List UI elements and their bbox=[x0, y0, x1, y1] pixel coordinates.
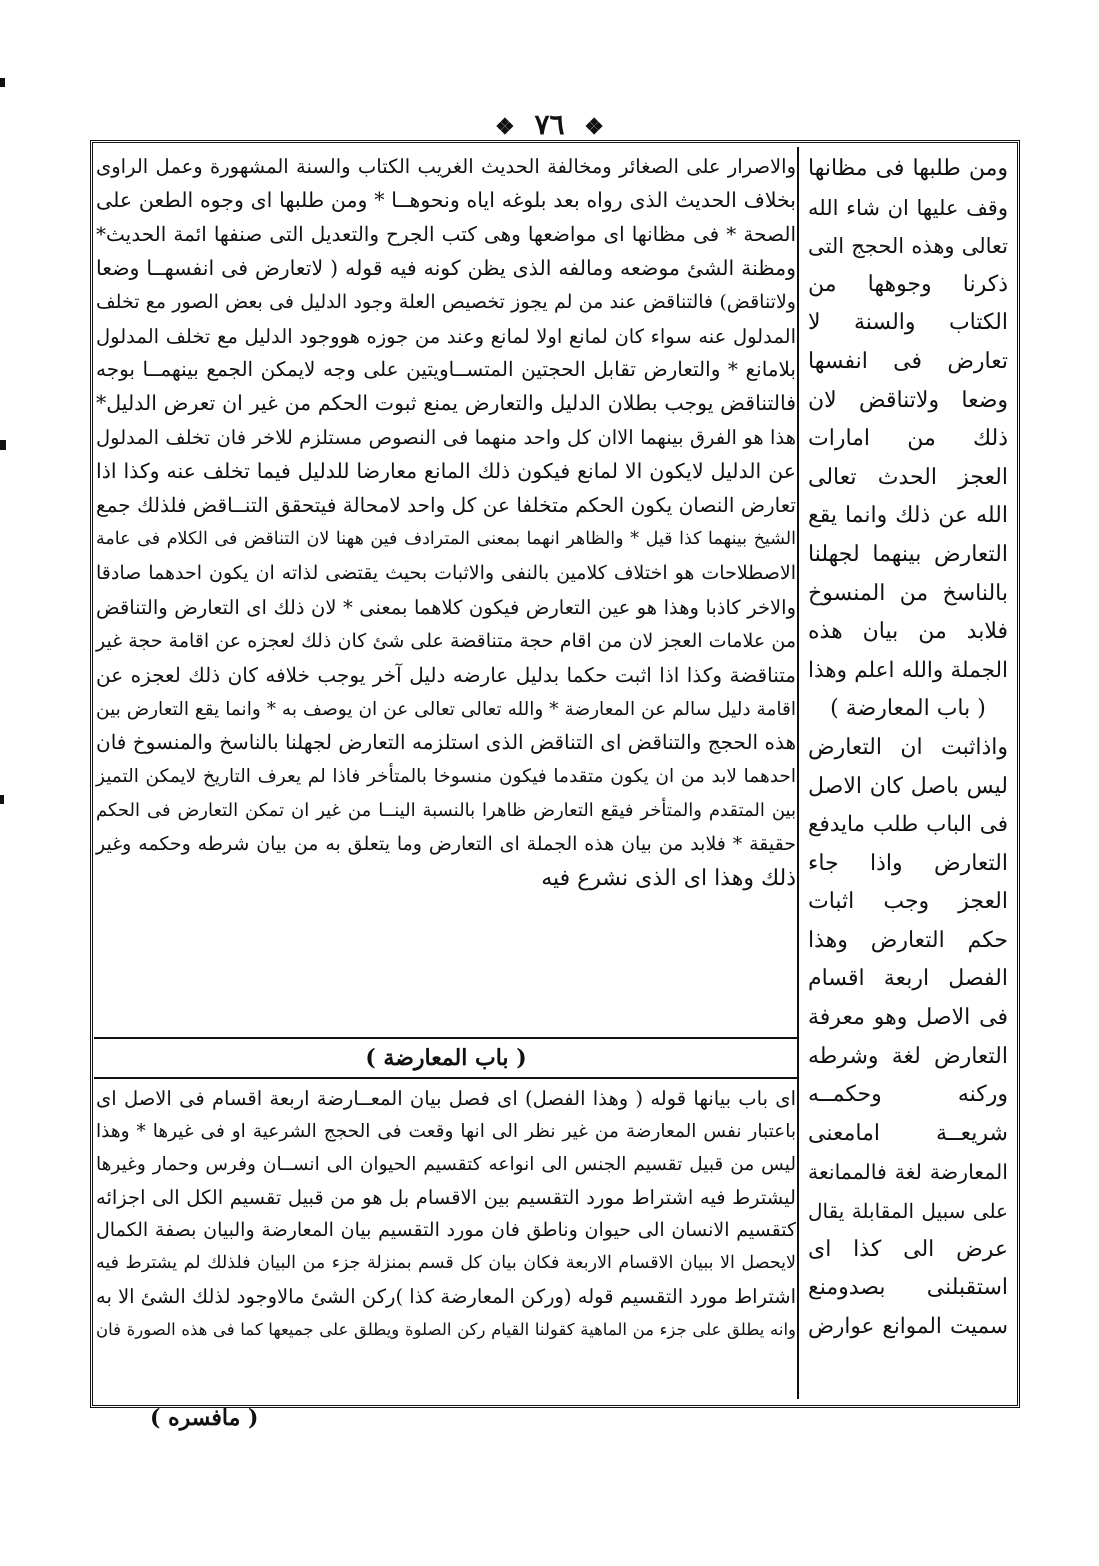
section-rule-top bbox=[94, 1037, 798, 1039]
page-number-header bbox=[0, 108, 1099, 141]
commentary-line: اقامة دليل سالم عن المعارضة * والله تعالى تعالى عن ان يوصف به * وانما يقع التعارض بين bbox=[96, 698, 796, 720]
commentary-line: متناقضة وكذا اذا اثبت حكما بدليل عارضه دليل آخر يوجب خلافه كان ذلك لعجزه عن bbox=[96, 662, 796, 687]
margin-line: ليس باصل كان الاصل bbox=[808, 773, 1008, 799]
commentary-line: ذلك وهذا اى الذى نشرع فيه bbox=[541, 866, 796, 892]
scan-edge-mark bbox=[0, 795, 4, 804]
margin-line: استقبلنى بصدومنع bbox=[808, 1275, 1008, 1301]
margin-line: سميت الموانع عوارض bbox=[808, 1313, 1008, 1339]
margin-line: الجملة والله اعلم وهذا bbox=[808, 657, 1008, 683]
margin-line: شريعــة امامعنى bbox=[808, 1120, 1008, 1146]
ornament-left-icon: ❖ bbox=[494, 114, 515, 140]
margin-line: تعارض فى انفسها bbox=[808, 348, 1008, 374]
margin-line: التعارض بينهما لجهلنا bbox=[808, 541, 1008, 567]
commentary-line: ليس من قبيل تقسيم الجنس الى انواعه كتقسيم الحيوان الى انســان وفرس وحمار وغيرها bbox=[96, 1154, 796, 1175]
commentary-upper-text bbox=[96, 150, 796, 896]
commentary-line: بين المتقدم والمتأخر فيقع التعارض ظاهرا بالنسبة الينــا من غير ان تمكن التعارض فى الحكم bbox=[96, 800, 796, 822]
section-rule-bottom bbox=[94, 1077, 798, 1079]
commentary-line: اشتراط مورد التقسيم قوله (وركن المعارضة كذا )ركن الشئ مالاوجود لذلك الشئ الا به bbox=[95, 1285, 796, 1308]
margin-line: ذلك من امارات bbox=[808, 426, 1008, 452]
margin-line: فى الاصل وهو معرفة bbox=[808, 1005, 1008, 1031]
commentary-line: بلامانع * والتعارض تقابل الحجتين المتســاويتين على وجه لايمكن الجمع بينهمــا بوجه bbox=[96, 357, 796, 382]
margin-line: بالناسخ من المنسوخ bbox=[808, 580, 1008, 606]
margin-line: فى الباب طلب مايدفع bbox=[808, 812, 1008, 838]
page-number: ٧٦ bbox=[534, 108, 565, 141]
margin-line: ومن طلبها فى مظانها bbox=[808, 156, 1008, 181]
margin-line: وضعا ولاتناقض لان bbox=[808, 387, 1008, 413]
margin-line: عرض الى كذا اى bbox=[808, 1236, 1008, 1262]
margin-line: الكتاب والسنة لا bbox=[808, 310, 1008, 336]
margin-line: حكم التعارض وهذا bbox=[808, 927, 1008, 953]
commentary-line: باعتبار نفس المعارضة من غير نظر الى انها وقعت فى الحجج الشرعية او فى غيرها * وهذا bbox=[96, 1121, 796, 1142]
commentary-line: لايحصل الا ببيان الاقسام الاربعة فكان بيان كل قسم بمنزلة جزء من البيان فلذلك لم يشترط فيه bbox=[96, 1253, 796, 1273]
margin-line: ( باب المعارضة ) bbox=[830, 696, 986, 722]
margin-line: الله عن ذلك وانما يقع bbox=[808, 503, 1008, 529]
commentary-line: هذا هو الفرق بينهما الاان كل واحد منهما فى النصوص مستلزم للاخر فان تخلف المدلول bbox=[96, 426, 796, 450]
matn-margin-text bbox=[808, 150, 1008, 1346]
commentary-line: وانه يطلق على جزء من الماهية كقولنا القيام ركن الصلوة ويطلق على جميعها كما فى هذه الصورة فان bbox=[96, 1320, 796, 1339]
commentary-line: ومظنة الشئ موضعه ومالفه الذى يظن كونه فيه قوله ( لاتعارض فى انفسهــا وضعا bbox=[96, 255, 796, 280]
commentary-line: الصحة * فى مظانها اى مواضعها وهى كتب الجرح والتعديل التى صنفها ائمة الحديث* bbox=[96, 221, 796, 246]
ornament-right-icon: ❖ bbox=[584, 114, 605, 140]
commentary-line: احدهما لابد من ان يكون متقدما فيكون منسوخا بالمتأخر فاذا لم يعرف التاريخ لايمكن التميز bbox=[96, 766, 796, 788]
margin-line: تعالى وهذه الحجج التى bbox=[808, 234, 1008, 259]
commentary-line: الاصطلاحات هو اختلاف كلامين بالنفى والاثبات بحيث يقتضى لذاته ان يكون احدهما صادقا bbox=[96, 561, 796, 584]
commentary-line: عن الدليل لايكون الا لمانع فيكون ذلك المانع معارضا للدليل فيما تخلف عنه وكذا اذا bbox=[96, 459, 796, 484]
margin-line: المعارضة لغة فالممانعة bbox=[808, 1160, 1008, 1185]
commentary-line: تعارض النصان يكون الحكم متخلفا عن كل واحد لامحالة فيتحقق التنــاقض فلذلك جمع bbox=[96, 493, 796, 518]
commentary-line: ليشترط فيه اشتراط مورد التقسيم بين الاقسام بل هو من قبيل تقسيم الكل الى اجزائه bbox=[96, 1186, 796, 1209]
commentary-line: الشيخ بينهما كذا قيل * والظاهر انهما بمعنى المترادف فين ههنا لان التناقض فى الكلام فى عامة bbox=[96, 528, 796, 549]
margin-line: العجز الحدث تعالى bbox=[808, 464, 1008, 490]
commentary-line: والاخر كاذبا وهذا هو عين التعارض فيكون كلاهما بمعنى * لان ذلك اى التعارض والتناقض bbox=[96, 595, 796, 619]
margin-line: واذاثبت ان التعارض bbox=[808, 734, 1008, 760]
margin-line: الفصل اربعة اقسام bbox=[808, 966, 1008, 992]
margin-line: العجز وجب اثبات bbox=[808, 889, 1008, 915]
commentary-line: حقيقة * فلابد من بيان هذه الجملة اى التعارض وما يتعلق به من بيان شرطه وحكمه وغير bbox=[96, 833, 796, 856]
margin-line: وقف عليها ان شاء الله bbox=[808, 195, 1008, 220]
scan-edge-mark bbox=[0, 440, 6, 450]
footer-catchword: ( مافسره ) bbox=[150, 1405, 259, 1431]
margin-line: وركنه وحكمــه bbox=[808, 1082, 1008, 1108]
section-heading: ( باب المعارضة ) bbox=[365, 1045, 527, 1071]
scan-edge-mark bbox=[0, 78, 5, 87]
commentary-line: والاصرار على الصغائر ومخالفة الحديث الغريب الكتاب والسنة المشهورة وعمل الراوى bbox=[96, 155, 796, 178]
commentary-line: من علامات العجز لان من اقام حجة متناقضة على شئ كان ذلك لعجزه عن اقامة حجة غير bbox=[96, 629, 796, 652]
commentary-line: فالتناقض يوجب بطلان الدليل والتعارض يمنع ثبوت الحكم من غير ان تعرض الدليل* bbox=[96, 391, 796, 416]
commentary-line: كتقسيم الانسان الى حيوان وناطق فان مورد التقسيم بيان المعارضة والبيان بصفة الكمال bbox=[96, 1219, 796, 1241]
margin-line: على سبيل المقابلة يقال bbox=[808, 1199, 1008, 1224]
commentary-line: هذه الحجج والتناقض اى التناقض الذى استلزمه التعارض لجهلنا بالناسخ والمنسوخ فان bbox=[96, 730, 796, 755]
commentary-line: ولاتناقض) فالتناقض عند من لم يجوز تخصيص العلة وجود الدليل فى بعض الصور مع تخلف bbox=[96, 290, 796, 313]
margin-line: التعارض لغة وشرطه bbox=[808, 1043, 1008, 1069]
margin-line: ذكرنا وجوهها من bbox=[808, 271, 1008, 297]
margin-line: التعارض واذا جاء bbox=[808, 850, 1008, 876]
commentary-line: المدلول عنه سواء كان لمانع اولا لمانع وعند من جوزه هووجود الدليل مع تخلف المدلول bbox=[96, 324, 796, 348]
commentary-line: بخلاف الحديث الذى رواه بعد بلوغه اياه ونحوهــا * ومن طلبها اى وجوه الطعن على bbox=[96, 187, 796, 212]
commentary-lower-text bbox=[96, 1082, 796, 1346]
commentary-line: اى باب بيانها قوله ( وهذا الفصل) اى فصل بيان المعــارضة اربعة اقسام فى الاصل اى bbox=[96, 1087, 796, 1110]
margin-line: فلابد من بيان هذه bbox=[808, 619, 1008, 645]
